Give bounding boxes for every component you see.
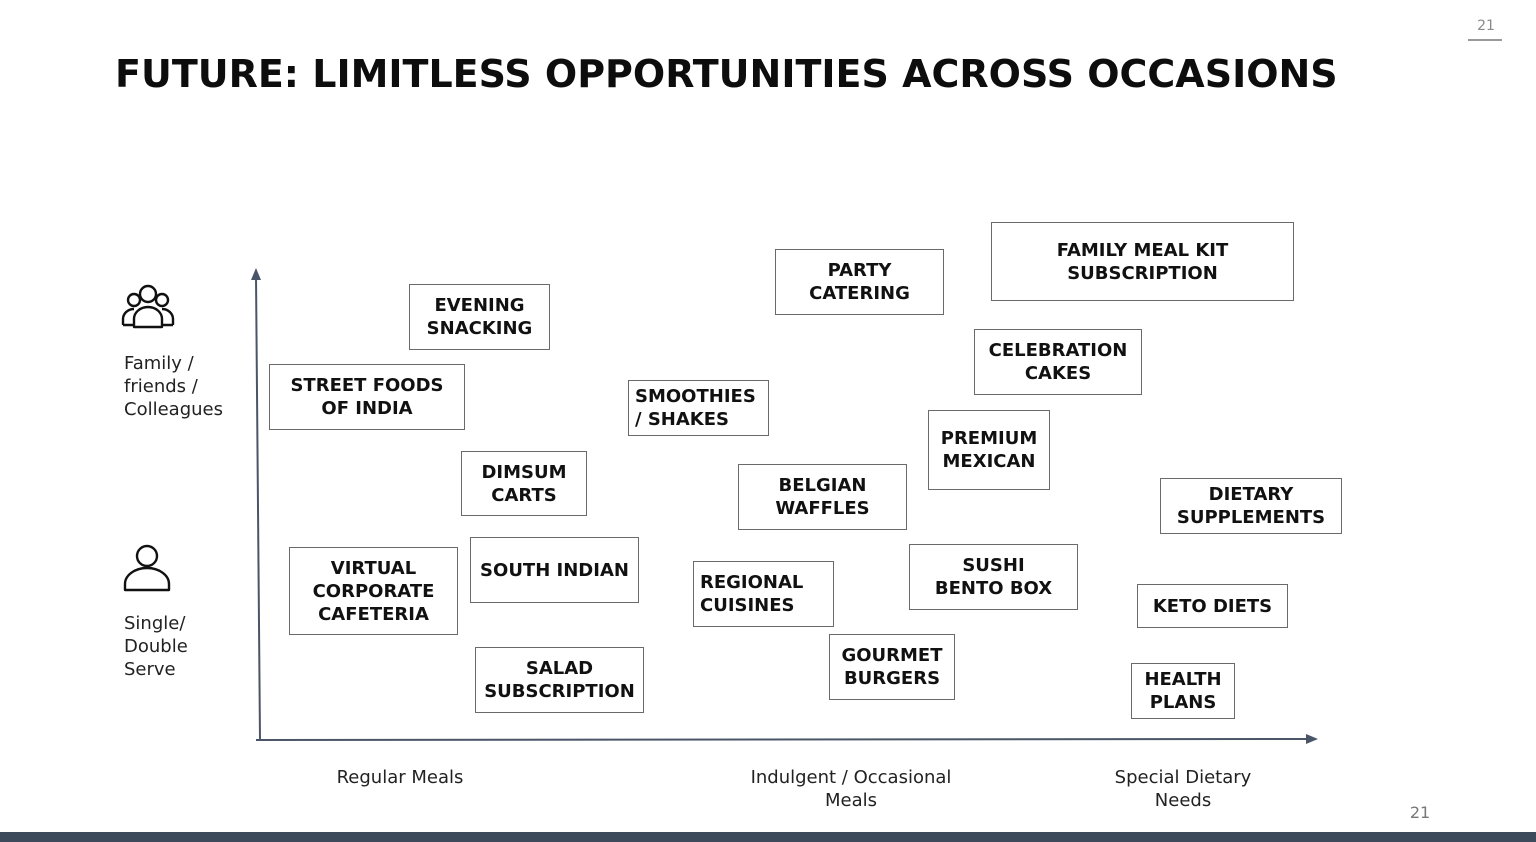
footer-bar (0, 832, 1536, 842)
x-label-indulgent-meals: Indulgent / Occasional Meals (750, 767, 952, 811)
y-label-bottom: Single/ Double Serve (124, 613, 188, 680)
box-smoothies-shakes: SMOOTHIES / SHAKES (628, 380, 769, 436)
page-number-bottom: 21 (1409, 803, 1431, 822)
box-virtual-corporate-cafeteria: VIRTUAL CORPORATE CAFETERIA (289, 547, 458, 635)
y-label-top: Family / friends / Colleagues (124, 353, 223, 420)
slide-title: FUTURE: LIMITLESS OPPORTUNITIES ACROSS OCCASIONS (115, 52, 1338, 96)
box-keto-diets: KETO DIETS (1137, 584, 1288, 628)
box-dimsum-carts: DIMSUM CARTS (461, 451, 587, 516)
box-salad-subscription: SALAD SUBSCRIPTION (475, 647, 644, 713)
page-number-top: 21 (1477, 18, 1495, 34)
box-premium-mexican: PREMIUM MEXICAN (928, 410, 1050, 490)
y-axis-line (256, 276, 260, 740)
box-evening-snacking: EVENING SNACKING (409, 284, 550, 350)
box-street-foods: STREET FOODS OF INDIA (269, 364, 465, 430)
box-regional-cuisines: REGIONAL CUISINES (693, 561, 834, 627)
box-dietary-supplements: DIETARY SUPPLEMENTS (1160, 478, 1342, 534)
box-south-indian: SOUTH INDIAN (470, 537, 639, 603)
box-health-plans: HEALTH PLANS (1131, 663, 1235, 719)
x-axis-line (256, 739, 1308, 740)
y-axis-arrow (251, 268, 261, 280)
group-icon (120, 280, 176, 332)
box-celebration-cakes: CELEBRATION CAKES (974, 329, 1142, 395)
x-label-regular-meals: Regular Meals (336, 767, 464, 788)
person-icon (120, 543, 174, 593)
box-family-meal-kit: FAMILY MEAL KIT SUBSCRIPTION (991, 222, 1294, 301)
box-belgian-waffles: BELGIAN WAFFLES (738, 464, 907, 530)
box-gourmet-burgers: GOURMET BURGERS (829, 634, 955, 700)
x-axis-arrow (1306, 734, 1318, 744)
box-sushi-bento-box: SUSHI BENTO BOX (909, 544, 1078, 610)
box-party-catering: PARTY CATERING (775, 249, 944, 315)
x-label-special-dietary: Special Dietary Needs (1114, 767, 1252, 811)
